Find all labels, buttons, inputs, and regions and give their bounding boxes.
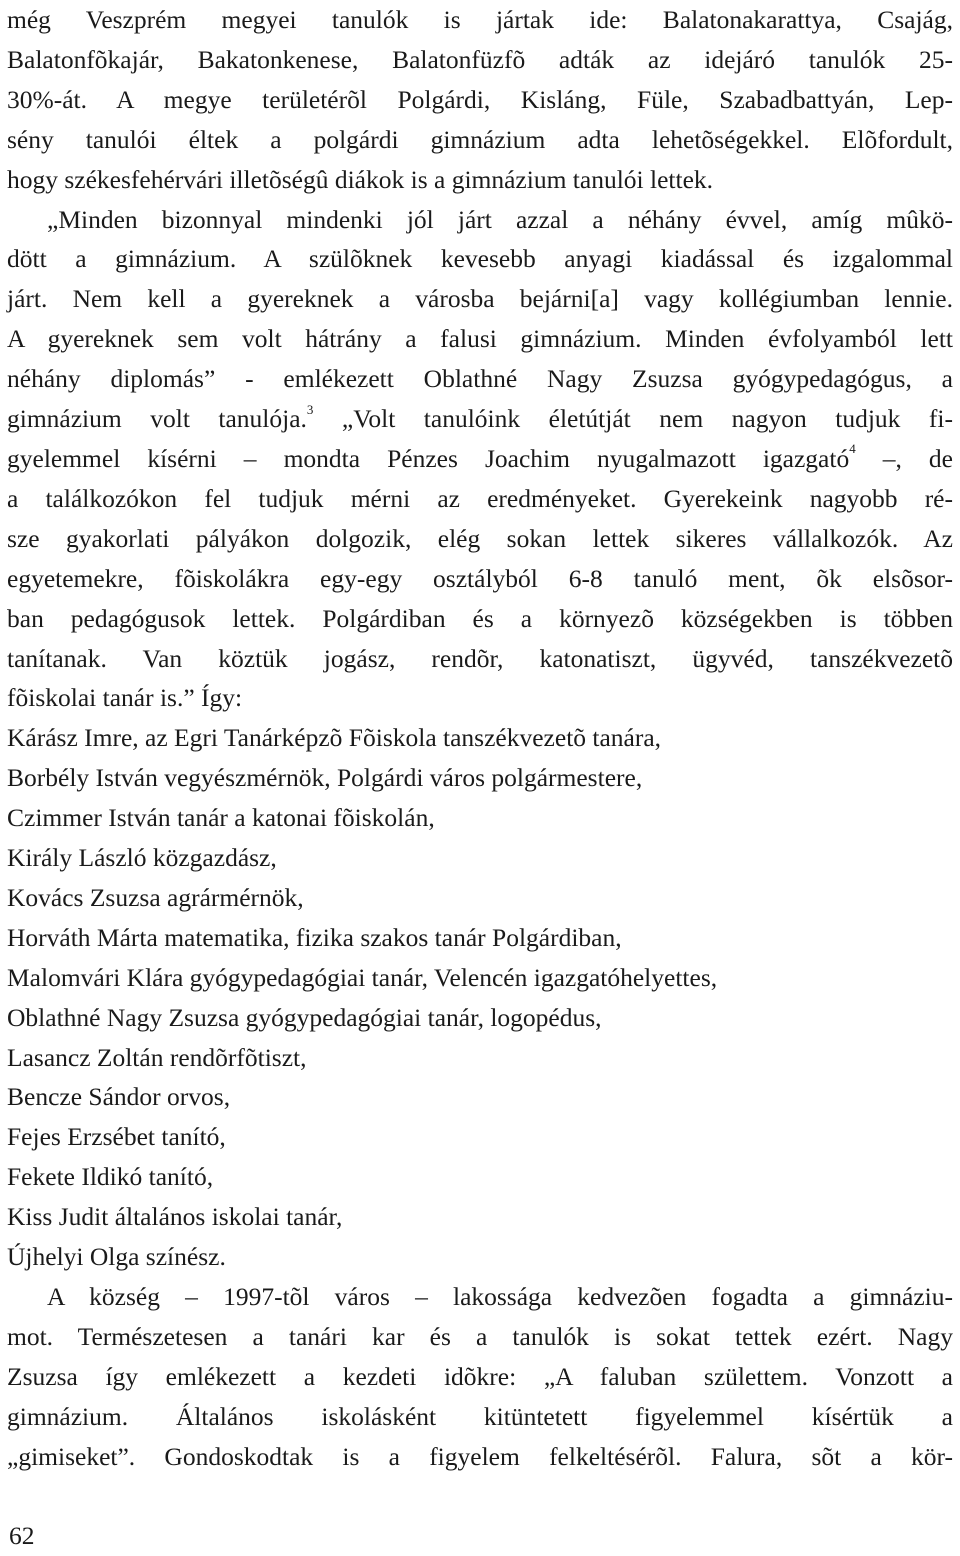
page-number: 62 [9, 1521, 35, 1550]
document-page [7, 0, 953, 1477]
text-line: „gimiseket”. Gondoskodtak is a figyelem felkeltésérõl. Falura, sõt a kör- [7, 1441, 953, 1471]
list-item: Újhelyi Olga színész. [7, 1242, 226, 1272]
text-line: 30%-át. A megye területérõl Polgárdi, Kisláng, Füle, Szabadbattyán, Lep- [7, 84, 953, 114]
text-fragment: gyelemmel kísérni – mondta Pénzes Joachim nyugalmazott igazgató [7, 443, 850, 473]
text-line: egyetemekre, fõiskolákra egy-egy osztályból 6-8 tanuló ment, õk elsõsor- [7, 563, 953, 593]
text-line: „Minden bizonnyal mindenki jól járt azzal a néhány évvel, amíg mûkö- [47, 204, 953, 234]
list-item: Fejes Erzsébet tanító, [7, 1122, 226, 1152]
text-line-with-footnote [7, 439, 953, 479]
text-line: még Veszprém megyei tanulók is jártak ide: Balatonakarattya, Csajág, [7, 5, 953, 34]
text-line: járt. Nem kell a gyereknek a városba bejárni[a] vagy kollégiumban lennie. [7, 284, 953, 314]
text-line: ban pedagógusok lettek. Polgárdiban és a környezõ községekben is többen [7, 603, 953, 633]
list-item: Kiss Judit általános iskolai tanár, [7, 1202, 343, 1232]
text-line: sze gyakorlati pályákon dolgozik, elég sokan lettek sikeres vállalkozók. Az [7, 523, 953, 553]
alumni-list [7, 718, 953, 1277]
text-line: a találkozókon fel tudjuk mérni az eredményeket. Gyerekeink nagyobb ré- [7, 483, 953, 513]
list-item: Király László közgazdász, [7, 843, 277, 873]
list-item: Malomvári Klára gyógypedagógiai tanár, Velencén igazgatóhelyettes, [7, 962, 718, 992]
text-line: fõiskolai tanár is.” Így: [7, 683, 243, 713]
list-item: Czimmer István tanár a katonai fõiskolán, [7, 803, 435, 833]
paragraph-enrollment-origins [7, 0, 953, 200]
text-line: sény tanulói éltek a polgárdi gimnázium adta lehetõségekkel. Elõfordult, [7, 124, 953, 154]
text-line: Balatonfõkajár, Bakatonkenese, Balatonfüzfõ adták az idejáró tanulók 25- [7, 44, 953, 74]
paragraph-community-reception [7, 1277, 953, 1477]
text-line: dött a gimnázium. A szülõknek kevesebb anyagi kiadással és izgalommal [7, 244, 953, 274]
text-line: Zsuzsa így emlékezett a kezdeti idõkre: „A faluban születtem. Vonzott a [7, 1361, 953, 1391]
text-line-with-footnote [7, 399, 953, 439]
text-line: gimnázium. Általános iskolásként kitüntetett figyelemmel kísértük a [7, 1401, 953, 1431]
text-line: A gyereknek sem volt hátrány a falusi gimnázium. Minden évfolyamból lett [7, 324, 953, 354]
text-fragment: „Volt tanulóink életútját nem nagyon tudjuk fi- [313, 404, 953, 434]
list-item: Oblathné Nagy Zsuzsa gyógypedagógiai tanár, logopédus, [7, 1002, 602, 1032]
text-line: tanítanak. Van köztük jogász, rendõr, katonatiszt, ügyvéd, tanszékvezetõ [7, 643, 953, 673]
list-item: Borbély István vegyészmérnök, Polgárdi város polgármestere, [7, 763, 643, 793]
text-line: néhány diplomás” - emlékezett Oblathné Nagy Zsuzsa gyógypedagógus, a [7, 364, 953, 394]
list-item: Lasancz Zoltán rendõrfõtiszt, [7, 1042, 307, 1072]
text-fragment: –, de [855, 443, 954, 473]
list-item: Horváth Márta matematika, fizika szakos tanár Polgárdiban, [7, 922, 622, 952]
text-line: A község – 1997-tõl város – lakossága kedvezõen fogadta a gimnáziu- [47, 1282, 953, 1311]
list-item: Bencze Sándor orvos, [7, 1082, 231, 1112]
text-line: mot. Természetesen a tanári kar és a tanulók is sokat tettek ezért. Nagy [7, 1321, 953, 1351]
list-item: Kovács Zsuzsa agrármérnök, [7, 882, 304, 912]
list-item: Fekete Ildikó tanító, [7, 1162, 214, 1192]
footnote-marker-3[interactable]: 3 [306, 401, 314, 417]
text-line: hogy székesfehérvári illetõségû diákok is a gimnázium tanulói lettek. [7, 164, 714, 194]
footnote-marker-4[interactable]: 4 [849, 441, 856, 457]
paragraph-testimonials [7, 200, 953, 719]
text-fragment: gimnázium volt tanulója. [7, 404, 307, 434]
list-item: Kárász Imre, az Egri Tanárképzõ Fõiskola tanszékvezetõ tanára, [7, 723, 662, 753]
